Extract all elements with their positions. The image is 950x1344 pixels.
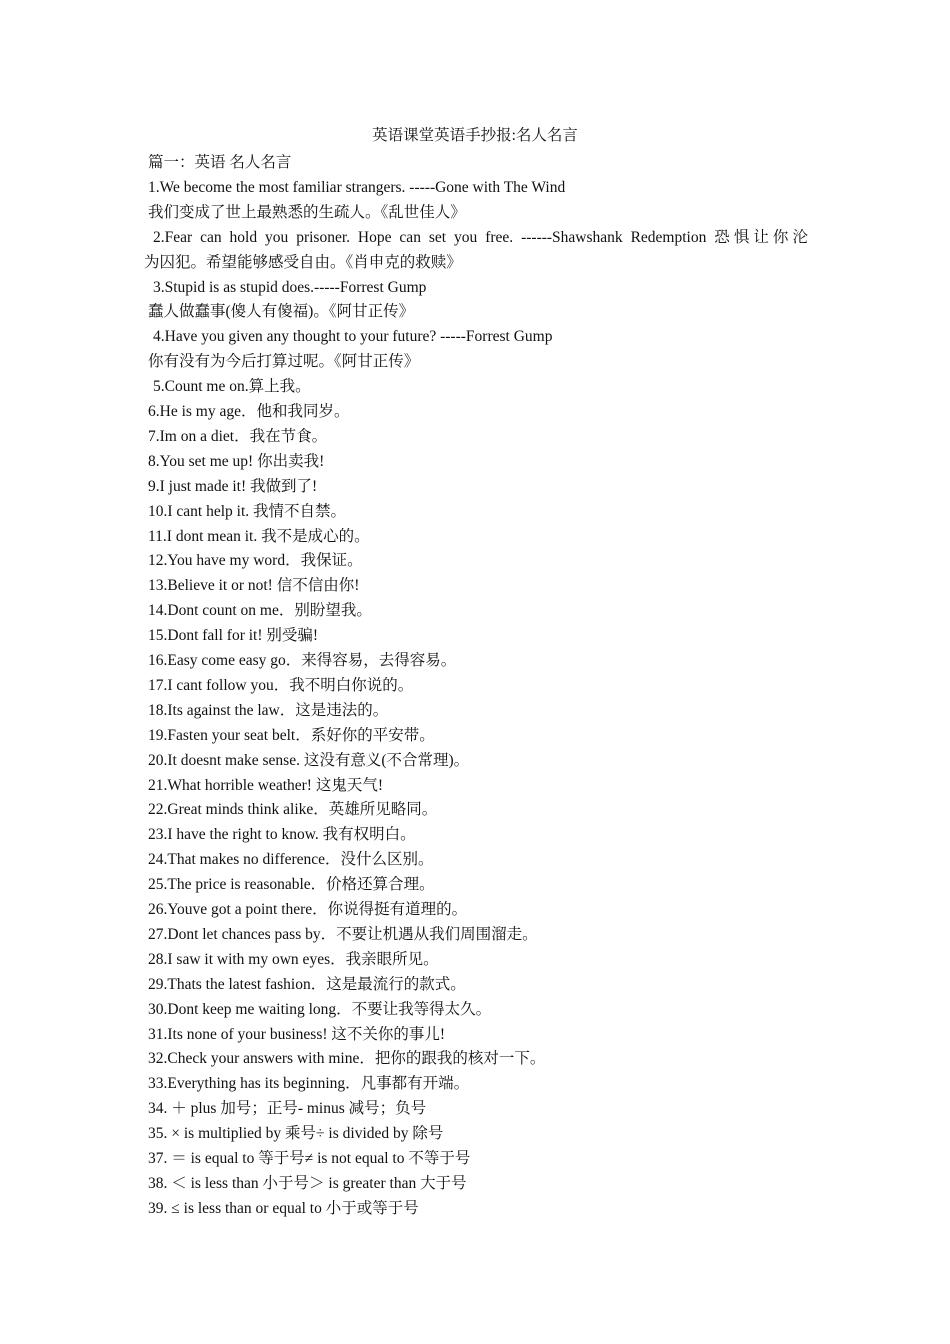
text-line: 4.Have you given any thought to your future? -----Forrest Gump	[153, 328, 553, 346]
text-line: 22.Great minds think alike．英雄所见略同。	[148, 801, 438, 819]
text-line: 7.Im on a diet．我在节食。	[148, 427, 328, 445]
text-line: 17.I cant follow you．我不明白你说的。	[148, 676, 414, 694]
text-line: 26.Youve got a point there．你说得挺有道理的。	[148, 901, 468, 918]
text-line: 31.Its none of your business! 这不关你的事儿!	[148, 1025, 446, 1043]
text-line: 18.Its against the law．这是违法的。	[148, 701, 389, 719]
text-line: 38. ＜ is less than 小于号＞ is greater than 大于号	[148, 1174, 467, 1192]
text-line: 20.It doesnt make sense. 这没有意义(不合常理)。	[148, 751, 470, 769]
text-line: 23.I have the right to know. 我有权明白。	[148, 826, 416, 844]
text-line: 34. ＋ plus 加号；正号- minus 减号；负号	[148, 1100, 427, 1118]
text-line: 28.I saw it with my own eyes．我亲眼所见。	[148, 950, 439, 968]
text-line: 27.Dont let chances pass by．不要让机遇从我们周围溜走。	[148, 925, 538, 943]
text-line: 15.Dont fall for it! 别受骗!	[148, 627, 319, 645]
text-line: 30.Dont keep me waiting long．不要让我等得太久。	[148, 1000, 492, 1018]
text-line: 29.Thats the latest fashion．这是最流行的款式。	[148, 975, 466, 993]
text-line: 21.What horrible weather! 这鬼天气!	[148, 776, 384, 794]
text-line: 篇一：英语 名人名言	[148, 154, 292, 171]
text-line: 37. ＝ is equal to 等于号≠ is not equal to 不等于号	[148, 1150, 471, 1167]
text-line: 39. ≤ is less than or equal to 小于或等于号	[148, 1199, 419, 1217]
text-line: 你有没有为今后打算过呢。《阿甘正传》	[148, 353, 420, 371]
document-title: 英语课堂英语手抄报:名人名言	[372, 127, 578, 144]
text-line: 蠢人做蠢事(傻人有傻福)。《阿甘正传》	[148, 303, 415, 321]
text-line: 6.He is my age．他和我同岁。	[148, 403, 350, 420]
text-line: 32.Check your answers with mine．把你的跟我的核对一下。	[148, 1050, 546, 1068]
text-line: 9.I just made it! 我做到了!	[148, 477, 318, 495]
text-line: 1.We become the most familiar strangers. -----Gone with The Wind	[148, 178, 566, 196]
text-line: 我们变成了世上最熟悉的生疏人。《乱世佳人》	[148, 203, 466, 221]
text-line: 11.I dont mean it. 我不是成心的。	[148, 527, 370, 545]
text-line: 10.I cant help it. 我情不自禁。	[148, 502, 347, 520]
text-line: 5.Count me on.算上我。	[153, 378, 311, 396]
text-line: 24.That makes no difference．没什么区别。	[148, 851, 434, 869]
text-line: 33.Everything has its beginning．凡事都有开端。	[148, 1075, 470, 1093]
text-line: 2.Fear can hold you prisoner. Hope can set you free. ------Shawshank Redemption 恐惧让你沦	[153, 228, 808, 246]
text-line: 14.Dont count on me．别盼望我。	[148, 602, 372, 620]
text-line: 12.You have my word．我保证。	[148, 552, 363, 570]
text-line: 25.The price is reasonable．价格还算合理。	[148, 876, 435, 894]
text-line: 13.Believe it or not! 信不信由你!	[148, 577, 360, 595]
text-line: 16.Easy come easy go．来得容易，去得容易。	[148, 652, 457, 669]
text-line: 8.You set me up! 你出卖我!	[148, 452, 325, 470]
text-line: 为囚犯。希望能够感受自由。《肖申克的救赎》	[144, 253, 462, 271]
text-line: 35. × is multiplied by 乘号÷ is divided by 除号	[148, 1125, 444, 1143]
text-line: 19.Fasten your seat belt．系好你的平安带。	[148, 726, 435, 744]
text-line: 3.Stupid is as stupid does.-----Forrest Gump	[153, 278, 427, 296]
